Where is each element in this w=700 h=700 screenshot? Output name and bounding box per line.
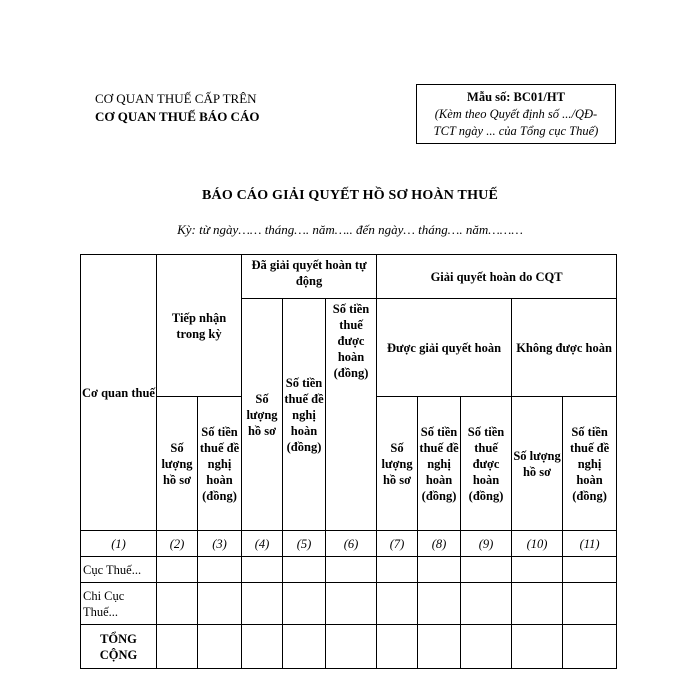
header-amount-req-11: Số tiền thuế đề nghị hoàn (đồng) [563,397,617,531]
row-label: Cục Thuế... [81,557,157,583]
form-note-line2: TCT ngày ... của Tổng cục Thuế) [433,124,599,138]
table-cell [377,625,418,669]
table-cell [461,625,512,669]
col-number: (6) [326,531,377,557]
table-row-total [81,625,617,669]
table-cell [563,557,617,583]
report-title: BÁO CÁO GIẢI QUYẾT HỒ SƠ HOÀN THUẾ [201,188,499,203]
report-table [80,254,617,669]
column-number-row [81,531,617,557]
table-cell [563,625,617,669]
table-cell [242,625,283,669]
header-agency: Cơ quan thuế [81,255,157,531]
header-count-7: Số lượng hồ sơ [377,397,418,531]
table-row [81,557,617,583]
header-amount-req-8: Số tiền thuế đề nghị hoàn (đồng) [418,397,461,531]
header-count-2: Số lượng hồ sơ [157,397,198,531]
row-label: Chi Cục Thuế... [81,583,157,625]
col-number: (7) [377,531,418,557]
header-refunded: Được giải quyết hoàn [377,299,512,397]
form-code: Mẫu số: BC01/HT [467,90,565,104]
table-cell [418,557,461,583]
table-cell [461,557,512,583]
header-amount-req-3: Số tiền thuế đề nghị hoàn (đồng) [198,397,242,531]
table-cell [157,557,198,583]
form-note-line1: (Kèm theo Quyết định số .../QĐ- [434,107,598,121]
table-cell [512,625,563,669]
col-number: (11) [563,531,617,557]
col-number: (3) [198,531,242,557]
agency-reporting: CƠ QUAN THUẾ BÁO CÁO [95,109,260,124]
header-amount-req-5: Số tiền thuế đề nghị hoàn (đồng) [283,299,326,531]
table-cell [418,625,461,669]
col-number: (1) [81,531,157,557]
table-cell [283,583,326,625]
table-cell [512,583,563,625]
header-auto: Đã giải quyết hoàn tự động [242,255,377,299]
table-cell [283,625,326,669]
col-number: (5) [283,531,326,557]
col-number: (10) [512,531,563,557]
agency-upper: CƠ QUAN THUẾ CẤP TRÊN [95,91,257,106]
table-cell [242,583,283,625]
header-amount-ref-6: Số tiền thuế được hoàn (đồng) [326,299,377,531]
table-cell [563,583,617,625]
total-label: TỔNG CỘNG [81,625,157,669]
header-count-4: Số lượng hồ sơ [242,299,283,531]
table-cell [326,625,377,669]
agency-block [95,90,259,126]
header-cqt: Giải quyết hoàn do CQT [377,255,617,299]
table-row [81,583,617,625]
table-cell [512,557,563,583]
col-number: (2) [157,531,198,557]
form-code-box [416,84,616,144]
table-cell [326,583,377,625]
header-received: Tiếp nhận trong kỳ [157,255,242,397]
table-cell [283,557,326,583]
table-cell [157,625,198,669]
table-cell [326,557,377,583]
table-cell [461,583,512,625]
table-cell [377,583,418,625]
table-cell [198,625,242,669]
header-amount-ref-9: Số tiền thuế được hoàn (đồng) [461,397,512,531]
table-cell [242,557,283,583]
table-cell [377,557,418,583]
table-cell [198,583,242,625]
col-number: (4) [242,531,283,557]
table-cell [418,583,461,625]
col-number: (9) [461,531,512,557]
header-not-refunded: Không được hoàn [512,299,617,397]
report-period: Kỳ: từ ngày…… tháng…. năm….. đến ngày… tháng…. năm……… [177,222,523,237]
table-cell [157,583,198,625]
col-number: (8) [418,531,461,557]
header-count-10: Số lượng hồ sơ [512,397,563,531]
table-cell [198,557,242,583]
